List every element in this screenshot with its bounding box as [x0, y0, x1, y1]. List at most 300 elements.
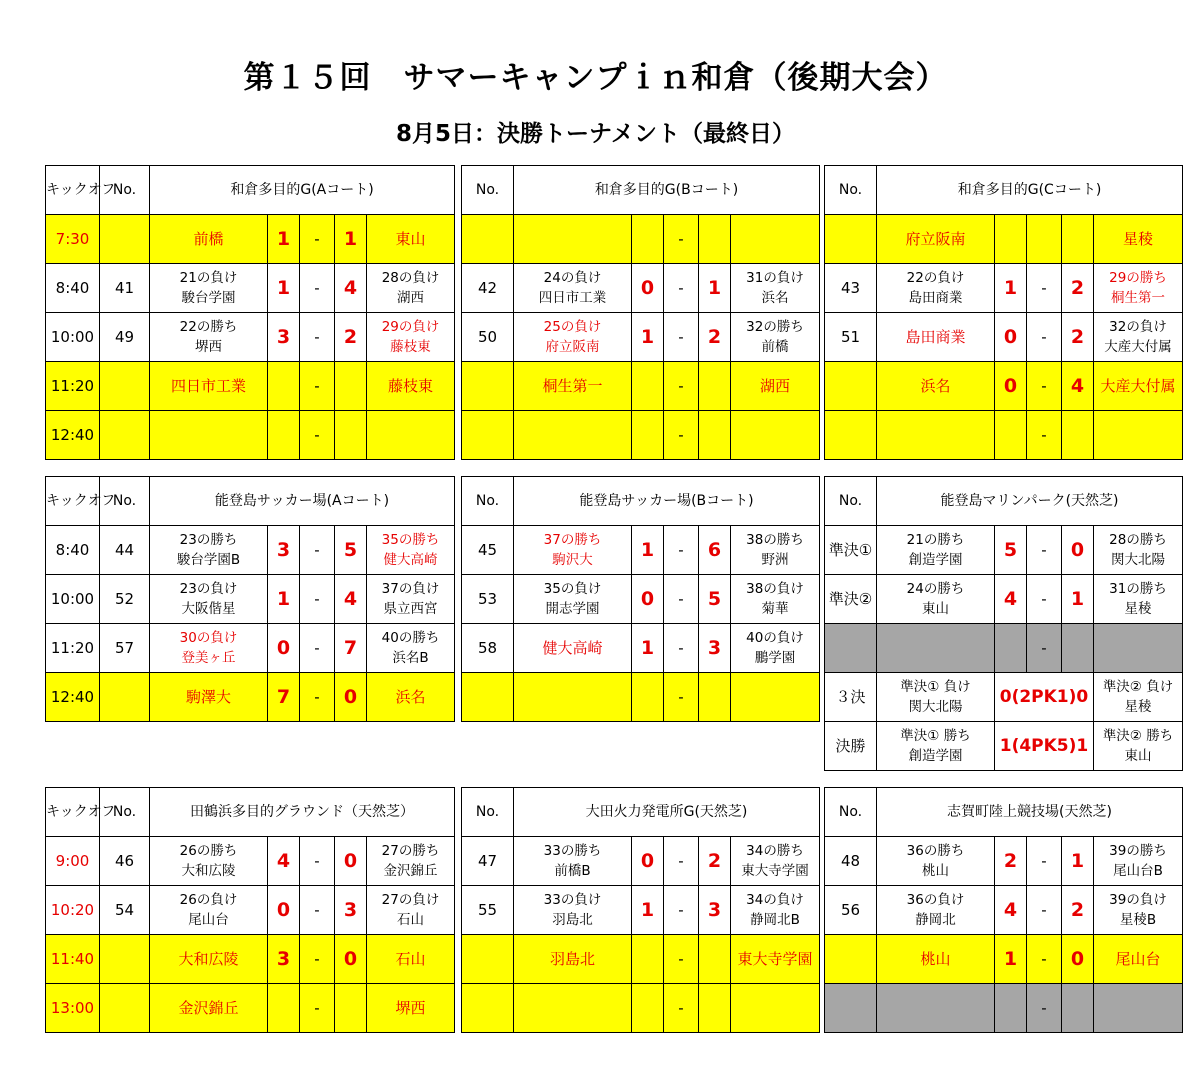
- home-team-name: 登美ヶ丘: [181, 650, 236, 666]
- venue-name: 能登島サッカー場(Bコート): [514, 477, 820, 526]
- match-row: [825, 264, 1183, 313]
- home-team-cell: [514, 526, 632, 575]
- venue-table-wakura-c: [824, 165, 1183, 460]
- match-no: 48: [825, 837, 877, 886]
- home-score: [995, 624, 1027, 673]
- away-team-cell: [731, 526, 820, 575]
- home-score: [632, 673, 664, 722]
- away-team-condition: 39の負け: [1109, 892, 1167, 908]
- match-no: [100, 215, 150, 264]
- away-team-cell: [1094, 886, 1183, 935]
- home-score: 1: [268, 264, 300, 313]
- match-no: 54: [100, 886, 150, 935]
- header-row: [462, 788, 820, 837]
- away-team-name: 藤枝東: [390, 339, 431, 355]
- match-no-header: No.: [100, 166, 150, 215]
- score-dash: -: [1027, 313, 1062, 362]
- home-team-cell: [150, 575, 268, 624]
- score-dash: -: [664, 526, 699, 575]
- match-no-header: No.: [462, 788, 514, 837]
- match-row: [825, 722, 1183, 771]
- away-team-name: 星稜B: [1119, 912, 1157, 928]
- home-team-condition: 21の勝ち: [906, 532, 965, 548]
- match-no: 46: [100, 837, 150, 886]
- match-no: 44: [100, 526, 150, 575]
- home-team-name: [877, 411, 995, 460]
- match-no: [825, 935, 877, 984]
- kickoff-time: 12:40: [46, 673, 100, 722]
- score-dash: -: [664, 264, 699, 313]
- venue-table-wakura-a: [45, 165, 455, 460]
- home-team-cell: [150, 837, 268, 886]
- score-dash: -: [664, 984, 699, 1033]
- home-team-name: 金沢錦丘: [150, 984, 268, 1033]
- away-team-cell: [731, 575, 820, 624]
- away-score: [1062, 215, 1094, 264]
- home-score: 0: [995, 362, 1027, 411]
- away-team-name: 星稜: [1094, 215, 1183, 264]
- home-team-name: 桐生第一: [514, 362, 632, 411]
- match-row: [825, 411, 1183, 460]
- away-team-name: 大産大付属: [1104, 339, 1172, 355]
- match-no: [100, 362, 150, 411]
- away-score: 2: [699, 313, 731, 362]
- kickoff-header: キックオフ: [46, 788, 100, 837]
- home-team-cell: [877, 575, 995, 624]
- away-score: 4: [335, 575, 367, 624]
- away-team-name: 大産大付属: [1094, 362, 1183, 411]
- away-team-cell: [1094, 837, 1183, 886]
- away-team-name: 鵬学園: [754, 650, 796, 666]
- home-team-name: 島田商業: [908, 290, 963, 306]
- score-dash: -: [300, 886, 335, 935]
- match-row: [462, 215, 820, 264]
- home-team-condition: 37の勝ち: [543, 532, 602, 548]
- away-team-name: [731, 984, 820, 1033]
- match-row: [46, 837, 455, 886]
- match-row: [825, 313, 1183, 362]
- match-row: [462, 837, 820, 886]
- home-team-cell: [877, 886, 995, 935]
- home-score: 0: [995, 313, 1027, 362]
- score-dash: -: [664, 837, 699, 886]
- score-dash: -: [300, 935, 335, 984]
- home-score: 4: [995, 575, 1027, 624]
- away-team-condition: 28の負け: [381, 270, 440, 286]
- home-team-name: 桃山: [877, 935, 995, 984]
- match-row: [46, 411, 455, 460]
- match-row: [462, 411, 820, 460]
- score-dash: -: [664, 362, 699, 411]
- page-title: 第１５回 サマーキャンプｉｎ和倉（後期大会）: [243, 60, 948, 96]
- venue-name: 志賀町陸上競技場(天然芝): [877, 788, 1183, 837]
- away-team-cell: [1094, 264, 1183, 313]
- venue-table-ota: [461, 787, 820, 1033]
- home-team-condition: 22の負け: [906, 270, 965, 286]
- match-no: [462, 935, 514, 984]
- match-row: [825, 624, 1183, 673]
- away-team-condition: 40の勝ち: [381, 630, 440, 646]
- match-no: [100, 673, 150, 722]
- home-score: [632, 362, 664, 411]
- home-score: [632, 935, 664, 984]
- match-row: [462, 575, 820, 624]
- away-team-cell: [367, 886, 455, 935]
- home-score: 0: [632, 575, 664, 624]
- home-team-cell: [514, 264, 632, 313]
- away-score: [699, 984, 731, 1033]
- venue-name: 田鶴浜多目的グラウンド（天然芝）: [150, 788, 455, 837]
- away-team-name: 尾山台B: [1113, 863, 1163, 879]
- home-score: 1: [995, 264, 1027, 313]
- match-row: [462, 264, 820, 313]
- home-team-name: 浜名: [877, 362, 995, 411]
- home-team-name: 羽島北: [552, 912, 593, 928]
- match-no: [462, 362, 514, 411]
- score-dash: -: [1027, 935, 1062, 984]
- away-team-name: 関大北陽: [1111, 552, 1166, 568]
- match-no: 53: [462, 575, 514, 624]
- match-row: [46, 362, 455, 411]
- score-dash: [1027, 215, 1062, 264]
- home-team-name: 四日市工業: [538, 290, 607, 306]
- match-score: 1(4PK5)1: [995, 722, 1094, 771]
- home-team-name: 尾山台: [188, 912, 229, 928]
- score-dash: -: [1027, 837, 1062, 886]
- score-dash: -: [300, 313, 335, 362]
- away-team-condition: 28の勝ち: [1109, 532, 1167, 548]
- home-team-name: 前橋: [150, 215, 268, 264]
- away-score: 1: [1062, 837, 1094, 886]
- match-row: [825, 526, 1183, 575]
- home-score: 2: [995, 837, 1027, 886]
- match-no: 52: [100, 575, 150, 624]
- match-no: [462, 215, 514, 264]
- score-dash: -: [1027, 886, 1062, 935]
- home-team-name: 前橋B: [554, 863, 591, 879]
- home-team-condition: 30の負け: [179, 630, 238, 646]
- match-row: [462, 984, 820, 1033]
- match-row: [825, 886, 1183, 935]
- score-dash: -: [300, 837, 335, 886]
- venue-name: 大田火力発電所G(天然芝): [514, 788, 820, 837]
- away-team-name: 石山: [367, 935, 455, 984]
- away-score: [699, 362, 731, 411]
- match-row: [46, 935, 455, 984]
- away-team-condition: 39の勝ち: [1109, 843, 1167, 859]
- match-no: [825, 362, 877, 411]
- home-team-cell: [514, 575, 632, 624]
- home-team-cell: [877, 264, 995, 313]
- match-no: 41: [100, 264, 150, 313]
- away-team-cell: [731, 624, 820, 673]
- home-team-condition: 21の負け: [179, 270, 238, 286]
- away-team-condition: 34の負け: [746, 892, 804, 908]
- away-score: 0: [335, 673, 367, 722]
- away-team-cell: [731, 264, 820, 313]
- away-team-name: 尾山台: [1094, 935, 1183, 984]
- score-dash: -: [300, 411, 335, 460]
- away-team-condition: 準決② 勝ち: [1102, 728, 1174, 744]
- home-team-name: 開志学園: [545, 601, 600, 617]
- match-no: 準決①: [825, 526, 877, 575]
- away-team-name: [1094, 411, 1183, 460]
- away-team-cell: [1094, 313, 1183, 362]
- away-team-name: [1094, 984, 1183, 1033]
- home-team-cell: [514, 313, 632, 362]
- match-no: [462, 984, 514, 1033]
- score-dash: -: [664, 575, 699, 624]
- home-team-name: 静岡北: [915, 912, 956, 928]
- header-row: [46, 477, 455, 526]
- match-no: 47: [462, 837, 514, 886]
- match-no: [100, 984, 150, 1033]
- home-team-name: 創造学園: [908, 748, 963, 764]
- home-team-cell: [877, 673, 995, 722]
- score-dash: -: [300, 215, 335, 264]
- home-team-name: 関大北陽: [908, 699, 963, 715]
- kickoff-time: 11:20: [46, 362, 100, 411]
- home-team-name: [877, 984, 995, 1033]
- venue-name: 和倉多目的G(Cコート): [877, 166, 1183, 215]
- score-dash: -: [300, 624, 335, 673]
- match-row: [46, 264, 455, 313]
- home-team-condition: 36の勝ち: [906, 843, 965, 859]
- away-team-name: 藤枝東: [367, 362, 455, 411]
- kickoff-header: キックオフ: [46, 166, 100, 215]
- home-team-cell: [877, 526, 995, 575]
- away-score: 1: [699, 264, 731, 313]
- away-score: 3: [699, 886, 731, 935]
- score-dash: -: [664, 935, 699, 984]
- home-team-name: 府立阪南: [877, 215, 995, 264]
- header-row: [825, 477, 1183, 526]
- home-score: [268, 362, 300, 411]
- away-score: [1062, 411, 1094, 460]
- away-score: [1062, 984, 1094, 1033]
- match-row: [46, 673, 455, 722]
- match-no: 準決②: [825, 575, 877, 624]
- away-team-name: 静岡北B: [750, 912, 800, 928]
- home-team-name: [150, 411, 268, 460]
- away-team-name: 石山: [397, 912, 424, 928]
- away-team-cell: [1094, 575, 1183, 624]
- match-no: [462, 673, 514, 722]
- away-team-name: 星稜: [1124, 601, 1152, 617]
- match-no-header: No.: [100, 477, 150, 526]
- match-no: 45: [462, 526, 514, 575]
- match-row: [462, 673, 820, 722]
- away-team-name: 浜名: [367, 673, 455, 722]
- away-team-condition: 34の勝ち: [746, 843, 804, 859]
- match-row: [825, 362, 1183, 411]
- venue-table-tatsuruhama: [45, 787, 455, 1033]
- match-no-header: No.: [100, 788, 150, 837]
- away-score: [335, 984, 367, 1033]
- home-score: 1: [632, 886, 664, 935]
- away-score: 2: [1062, 264, 1094, 313]
- home-team-name: 府立阪南: [545, 339, 600, 355]
- match-no-header: No.: [462, 477, 514, 526]
- score-dash: -: [300, 575, 335, 624]
- home-score: 1: [268, 575, 300, 624]
- away-score: 7: [335, 624, 367, 673]
- away-score: [1062, 624, 1094, 673]
- away-score: 5: [699, 575, 731, 624]
- home-team-name: 羽島北: [514, 935, 632, 984]
- score-dash: -: [300, 984, 335, 1033]
- kickoff-header: キックオフ: [46, 477, 100, 526]
- away-score: [699, 411, 731, 460]
- home-team-name: [514, 411, 632, 460]
- match-row: [462, 526, 820, 575]
- score-dash: -: [300, 264, 335, 313]
- match-score: 0(2PK1)0: [995, 673, 1094, 722]
- away-team-condition: 38の負け: [746, 581, 804, 597]
- away-team-condition: 35の勝ち: [381, 532, 440, 548]
- header-row: [825, 166, 1183, 215]
- match-row: [46, 624, 455, 673]
- away-score: 4: [335, 264, 367, 313]
- match-no: [825, 624, 877, 673]
- venue-table-marinepark: [824, 476, 1183, 771]
- match-no: [100, 935, 150, 984]
- home-team-condition: 23の負け: [179, 581, 238, 597]
- match-no: 50: [462, 313, 514, 362]
- home-team-cell: [150, 526, 268, 575]
- away-team-cell: [367, 264, 455, 313]
- away-team-condition: 27の負け: [381, 892, 440, 908]
- home-team-name: 駿台学園B: [176, 552, 241, 568]
- away-team-name: 浜名B: [392, 650, 429, 666]
- home-score: 1: [995, 935, 1027, 984]
- home-team-name: [514, 215, 632, 264]
- match-no: 51: [825, 313, 877, 362]
- match-no: 57: [100, 624, 150, 673]
- match-no: 56: [825, 886, 877, 935]
- kickoff-time: 12:40: [46, 411, 100, 460]
- away-score: 6: [699, 526, 731, 575]
- match-no: [825, 411, 877, 460]
- home-team-cell: [514, 837, 632, 886]
- away-team-name: [367, 411, 455, 460]
- match-row: [462, 313, 820, 362]
- home-team-name: 大和広陵: [150, 935, 268, 984]
- away-team-cell: [1094, 526, 1183, 575]
- away-score: 3: [699, 624, 731, 673]
- home-score: [268, 411, 300, 460]
- away-score: 4: [1062, 362, 1094, 411]
- home-score: [632, 215, 664, 264]
- match-no: [462, 411, 514, 460]
- score-dash: -: [1027, 362, 1062, 411]
- match-no-header: No.: [825, 477, 877, 526]
- match-row: [46, 984, 455, 1033]
- kickoff-time: 7:30: [46, 215, 100, 264]
- away-team-condition: 29の勝ち: [1109, 270, 1167, 286]
- home-team-condition: 36の負け: [906, 892, 965, 908]
- match-no: 決勝: [825, 722, 877, 771]
- venue-name: 能登島マリンパーク(天然芝): [877, 477, 1183, 526]
- away-team-name: 星稜: [1124, 699, 1152, 715]
- home-team-condition: 22の勝ち: [179, 319, 238, 335]
- match-row: [462, 886, 820, 935]
- kickoff-time: 8:40: [46, 526, 100, 575]
- match-no: [100, 411, 150, 460]
- home-team-name: 桃山: [922, 863, 949, 879]
- home-team-condition: 26の勝ち: [179, 843, 238, 859]
- page-subtitle: 8月5日：決勝トーナメント（最終日）: [395, 121, 796, 147]
- score-dash: -: [300, 526, 335, 575]
- home-team-name: 健大高崎: [514, 624, 632, 673]
- match-row: [46, 526, 455, 575]
- home-score: 3: [268, 313, 300, 362]
- home-team-condition: 23の勝ち: [179, 532, 238, 548]
- score-dash: -: [664, 313, 699, 362]
- kickoff-time: 10:00: [46, 313, 100, 362]
- home-score: 1: [632, 526, 664, 575]
- home-team-name: 駒澤大: [150, 673, 268, 722]
- away-team-condition: 27の勝ち: [381, 843, 440, 859]
- home-team-cell: [150, 313, 268, 362]
- away-team-name: 金沢錦丘: [383, 863, 438, 879]
- score-dash: -: [664, 411, 699, 460]
- away-team-name: [731, 411, 820, 460]
- away-team-name: 東大寺学園: [741, 863, 809, 879]
- away-team-name: 堺西: [367, 984, 455, 1033]
- kickoff-time: 11:20: [46, 624, 100, 673]
- home-team-name: 四日市工業: [150, 362, 268, 411]
- match-row: [825, 837, 1183, 886]
- home-score: 1: [632, 624, 664, 673]
- match-row: [46, 886, 455, 935]
- header-row: [825, 788, 1183, 837]
- match-row: [825, 575, 1183, 624]
- away-score: 1: [1062, 575, 1094, 624]
- away-team-name: 菊華: [761, 601, 789, 617]
- venue-table-shika: [824, 787, 1183, 1033]
- match-row: [825, 984, 1183, 1033]
- match-no: 42: [462, 264, 514, 313]
- away-team-cell: [367, 575, 455, 624]
- home-team-name: 大阪偕星: [181, 601, 236, 617]
- away-team-cell: [1094, 722, 1183, 771]
- home-score: 0: [268, 624, 300, 673]
- match-row: [46, 575, 455, 624]
- home-team-name: 東山: [922, 601, 949, 617]
- home-team-condition: 準決① 勝ち: [900, 728, 971, 744]
- home-score: 7: [268, 673, 300, 722]
- home-team-condition: 26の負け: [179, 892, 238, 908]
- home-team-cell: [150, 886, 268, 935]
- score-dash: -: [1027, 411, 1062, 460]
- venue-table-notojima-a: [45, 476, 455, 722]
- home-score: 5: [995, 526, 1027, 575]
- away-team-name: 桐生第一: [1111, 290, 1166, 306]
- home-team-name: 大和広陵: [181, 863, 236, 879]
- away-score: [699, 673, 731, 722]
- match-no: 49: [100, 313, 150, 362]
- match-no-header: No.: [462, 166, 514, 215]
- home-score: [268, 984, 300, 1033]
- venue-table-wakura-b: [461, 165, 820, 460]
- home-score: 1: [268, 215, 300, 264]
- home-score: [632, 411, 664, 460]
- away-score: [699, 935, 731, 984]
- home-score: 0: [268, 886, 300, 935]
- home-team-condition: 準決① 負け: [900, 679, 971, 695]
- away-score: 2: [1062, 886, 1094, 935]
